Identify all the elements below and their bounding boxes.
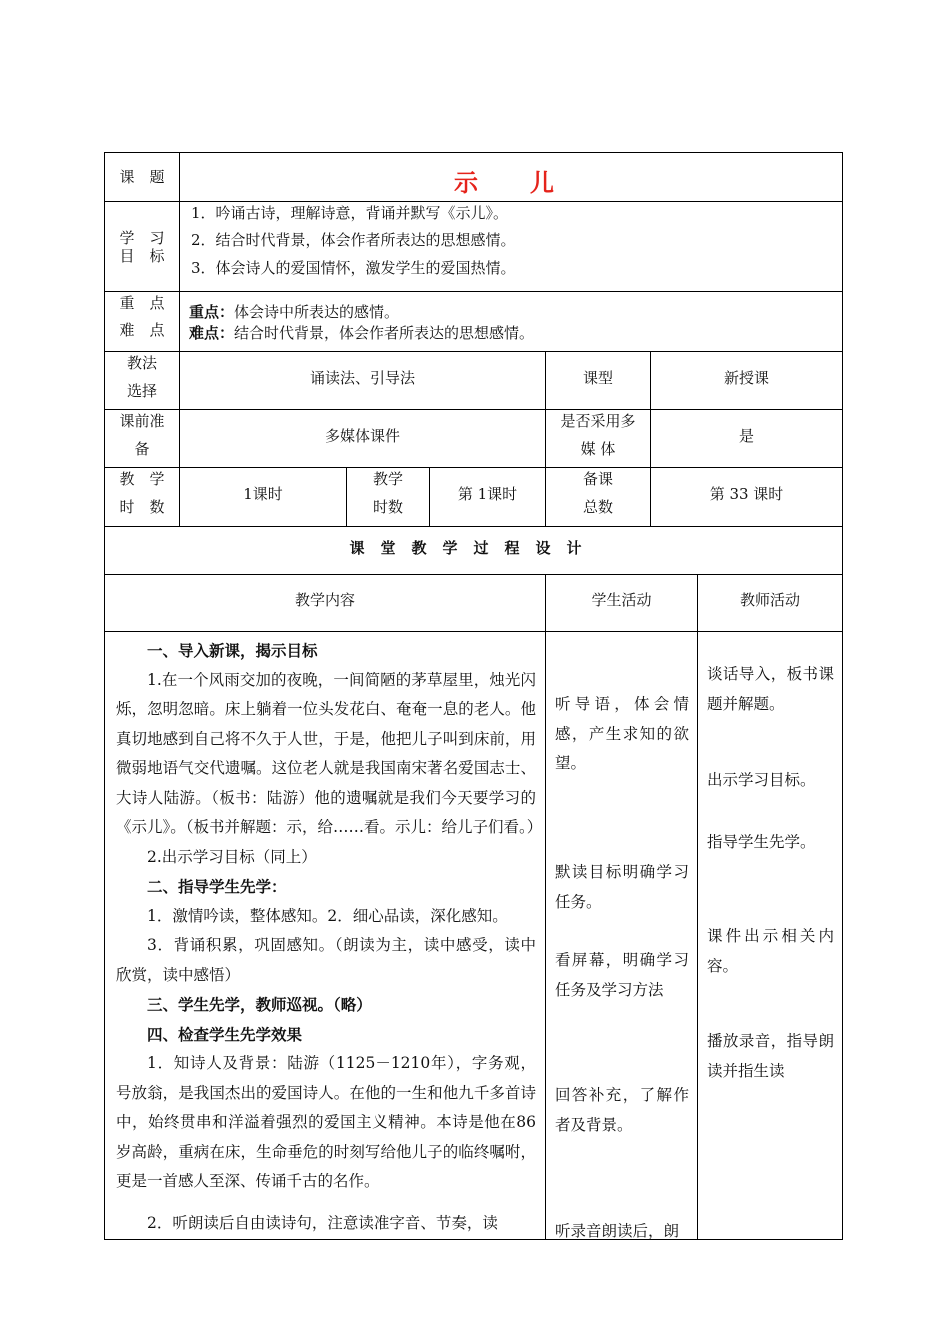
multimedia-label: 是否采用多 xyxy=(560,412,636,430)
table-border xyxy=(697,574,698,1240)
table-border xyxy=(104,409,843,410)
keypoint-label: 难 点 xyxy=(119,321,165,339)
student-activity: 回答补充，了解作者及背景。 xyxy=(555,1086,689,1134)
total-label: 总数 xyxy=(582,498,613,516)
goals-label: 学 习 xyxy=(119,229,165,247)
teacher-activity: 播放录音，指导朗读并指生读 xyxy=(707,1032,834,1080)
type-label: 课型 xyxy=(582,369,613,387)
section-heading: 四、检查学生先学效果 xyxy=(147,1024,303,1044)
hours-value: 1课时 xyxy=(243,485,283,503)
content-paragraph: 3．背诵积累，巩固感知。（朗读为主，读中感受，读中欣赏，读中感悟） xyxy=(116,936,536,984)
col-teacher-header: 教师活动 xyxy=(739,591,800,609)
content-paragraph: 2.出示学习目标（同上） xyxy=(147,847,317,866)
table-border xyxy=(104,291,843,292)
content-paragraph: 2．听朗读后自由读诗句，注意读准字音、节奏，读 xyxy=(147,1213,498,1232)
total-value: 第 33 课时 xyxy=(709,485,784,503)
table-border xyxy=(104,152,105,1240)
lesson-title: 示 儿 xyxy=(454,168,568,197)
course-label: 课 题 xyxy=(119,168,165,186)
student-activity: 听录音朗读后，朗 xyxy=(555,1222,680,1240)
key-point-head: 重点： xyxy=(189,303,235,321)
hours2-label: 教学 xyxy=(372,470,403,488)
method-label: 选择 xyxy=(126,382,157,400)
col-content-header: 教学内容 xyxy=(294,591,355,609)
table-border xyxy=(179,152,180,527)
hours-label: 时 数 xyxy=(119,498,165,516)
teacher-activity: 出示学习目标。 xyxy=(707,771,816,789)
table-border xyxy=(104,201,843,202)
section-heading: 三、学生先学，教师巡视。（略） xyxy=(147,995,372,1014)
student-activity: 看屏幕，明确学习任务及学习方法 xyxy=(555,951,689,999)
table-border xyxy=(104,152,843,153)
goals-label: 目 标 xyxy=(119,247,165,265)
prep-label: 备 xyxy=(134,440,150,458)
type-value: 新授课 xyxy=(723,369,769,387)
col-student-header: 学生活动 xyxy=(591,591,652,609)
hours-label: 教 学 xyxy=(119,470,165,488)
goal-item: 3．体会诗人的爱国情怀，激发学生的爱国热情。 xyxy=(191,259,516,277)
teaching-content xyxy=(116,636,543,1238)
teacher-activity: 课件出示相关内容。 xyxy=(707,927,834,975)
total-label: 备课 xyxy=(582,470,613,488)
prep-label: 课前准 xyxy=(119,412,165,430)
hours2-label: 时数 xyxy=(372,498,403,516)
difficulty-text: 结合时代背景，体会作者所表达的思想感情。 xyxy=(234,324,535,342)
keypoint-label: 重 点 xyxy=(119,294,165,312)
key-point xyxy=(189,302,399,322)
table-border xyxy=(104,526,843,527)
student-activity: 默读目标明确学习任务。 xyxy=(555,863,689,911)
process-banner: 课堂教学过程设计 xyxy=(349,539,598,557)
goal-item: 1．吟诵古诗，理解诗意，背诵并默写《示儿》。 xyxy=(191,204,509,222)
key-point-text: 体会诗中所表达的感情。 xyxy=(234,303,400,321)
section-heading: 一、导入新课，揭示目标 xyxy=(147,641,318,660)
prep-value: 多媒体课件 xyxy=(324,427,400,445)
goal-item: 2．结合时代背景，体会作者所表达的思想感情。 xyxy=(191,231,516,249)
section-heading: 二、指导学生先学： xyxy=(147,877,287,896)
hours2-value: 第 1课时 xyxy=(457,485,518,503)
table-border xyxy=(104,1239,843,1240)
table-border xyxy=(104,467,843,468)
table-border xyxy=(842,152,843,1240)
method-label: 教法 xyxy=(126,354,157,372)
multimedia-label: 媒 体 xyxy=(580,440,616,458)
method-value: 诵读法、引导法 xyxy=(309,369,415,387)
student-activity: 听导语，体会情感，产生求知的欲望。 xyxy=(555,695,689,772)
table-border xyxy=(104,631,843,632)
table-border xyxy=(104,574,843,575)
teacher-activity: 谈话导入，板书课题并解题。 xyxy=(707,665,834,713)
content-paragraph: 1．激情吟读，整体感知。2．细心品读，深化感知。 xyxy=(147,906,508,925)
multimedia-value: 是 xyxy=(738,427,754,445)
difficulty-head: 难点： xyxy=(189,324,235,342)
teacher-activity: 指导学生先学。 xyxy=(707,833,816,851)
table-border xyxy=(104,351,843,352)
table-border xyxy=(545,574,546,1240)
content-paragraph: 1.在一个风雨交加的夜晚，一间简陋的茅草屋里，烛光闪烁，忽明忽暗。床上躺着一位头发花白、奄奄一息的老人。他真切地感到自己将不久于人世，于是，他把儿子叫到床前，用微弱地语气交代遗嘱。这位老人就是我国南宋著名爱国志士、大诗人陆游。（板书：陆游）他的遗嘱就是我们今天要学习的《示儿》。（板书并解题：示，给……看。示儿：给儿子们看。） xyxy=(116,670,543,836)
content-paragraph: 1．知诗人及背景：陆游（1125－1210年），字务观，号放翁，是我国杰出的爱国诗人。在他的一生和他九千多首诗中，始终贯串和洋溢着强烈的爱国主义精神。本诗是他在86岁高龄，重病在床，生命垂危的时刻写给他儿子的临终嘱咐，更是一首感人至深、传诵千古的名作。 xyxy=(116,1054,536,1190)
difficulty xyxy=(189,323,534,343)
